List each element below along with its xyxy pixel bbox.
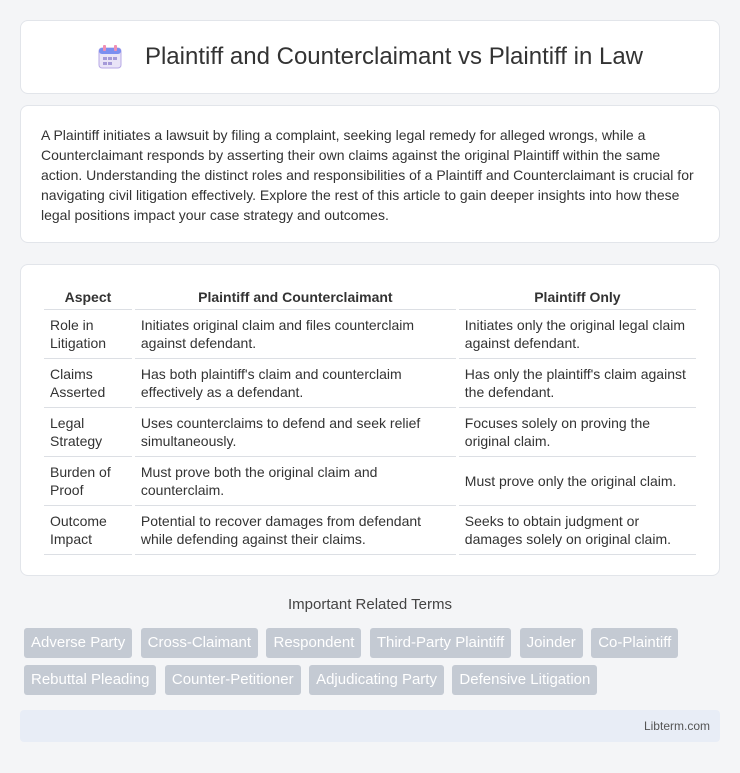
term-tag-joinder[interactable]: Joinder	[520, 628, 583, 658]
table-row	[44, 506, 696, 555]
table-cell: Must prove only the original claim.	[459, 457, 696, 506]
table-cell: Potential to recover damages from defendant while defending against their claims.	[135, 506, 456, 555]
footer-brand-link[interactable]: Libterm.com	[643, 719, 710, 733]
page-title: Plaintiff and Counterclaimant vs Plaintiff in Law	[144, 43, 644, 70]
table-cell: Seeks to obtain judgment or damages solely on original claim.	[459, 506, 696, 555]
table-header-row	[44, 285, 696, 310]
calendar-icon	[97, 44, 123, 70]
table-cell: Focuses solely on proving the original claim.	[459, 408, 696, 457]
intro-card	[20, 105, 720, 243]
table-cell: Uses counterclaims to defend and seek relief simultaneously.	[135, 408, 456, 457]
table-cell: Must prove both the original claim and counterclaim.	[135, 457, 456, 506]
table-cell-aspect: Outcome Impact	[44, 506, 132, 555]
table-cell-aspect: Legal Strategy	[44, 408, 132, 457]
intro-text: A Plaintiff initiates a lawsuit by filing a complaint, seeking legal remedy for alleged wrongs, while a Counterclaimant responds by asserting their own claims against the original Plaintiff within the same action. Understanding the distinct roles and responsibilities of a Plaintiff and Counterclaimant is crucial for navigating civil litigation effectively. Explore the rest of this article to gain deeper insights into how these legal positions impact your case strategy and outcomes.	[41, 127, 694, 223]
term-tag-cross-claimant[interactable]: Cross-Claimant	[141, 628, 258, 658]
related-terms-title: Important Related Terms	[288, 596, 452, 613]
table-row	[44, 310, 696, 359]
table-cell-aspect: Role in Litigation	[44, 310, 132, 359]
term-tag-adjudicating-party[interactable]: Adjudicating Party	[309, 665, 444, 695]
table-row	[44, 408, 696, 457]
related-terms-list	[24, 628, 724, 702]
table-cell-aspect: Burden of Proof	[44, 457, 132, 506]
table-cell: Has only the plaintiff's claim against the defendant.	[459, 359, 696, 408]
footer	[20, 710, 720, 742]
term-tag-defensive-litigation[interactable]: Defensive Litigation	[452, 665, 597, 695]
comparison-table	[41, 285, 699, 555]
header-card	[20, 20, 720, 94]
table-cell: Initiates original claim and files counterclaim against defendant.	[135, 310, 456, 359]
header-aspect: Aspect	[44, 285, 132, 310]
table-cell: Initiates only the original legal claim against defendant.	[459, 310, 696, 359]
comparison-table-card	[20, 264, 720, 576]
table-row	[44, 457, 696, 506]
term-tag-respondent[interactable]: Respondent	[266, 628, 361, 658]
table-row	[44, 359, 696, 408]
term-tag-adverse-party[interactable]: Adverse Party	[24, 628, 132, 658]
term-tag-co-plaintiff[interactable]: Co-Plaintiff	[591, 628, 678, 658]
header-plaintiff-and-counterclaimant: Plaintiff and Counterclaimant	[135, 285, 456, 310]
term-tag-rebuttal-pleading[interactable]: Rebuttal Pleading	[24, 665, 156, 695]
term-tag-counter-petitioner[interactable]: Counter-Petitioner	[165, 665, 301, 695]
header-plaintiff-only: Plaintiff Only	[459, 285, 696, 310]
table-cell-aspect: Claims Asserted	[44, 359, 132, 408]
table-cell: Has both plaintiff's claim and counterclaim effectively as a defendant.	[135, 359, 456, 408]
term-tag-third-party-plaintiff[interactable]: Third-Party Plaintiff	[370, 628, 511, 658]
